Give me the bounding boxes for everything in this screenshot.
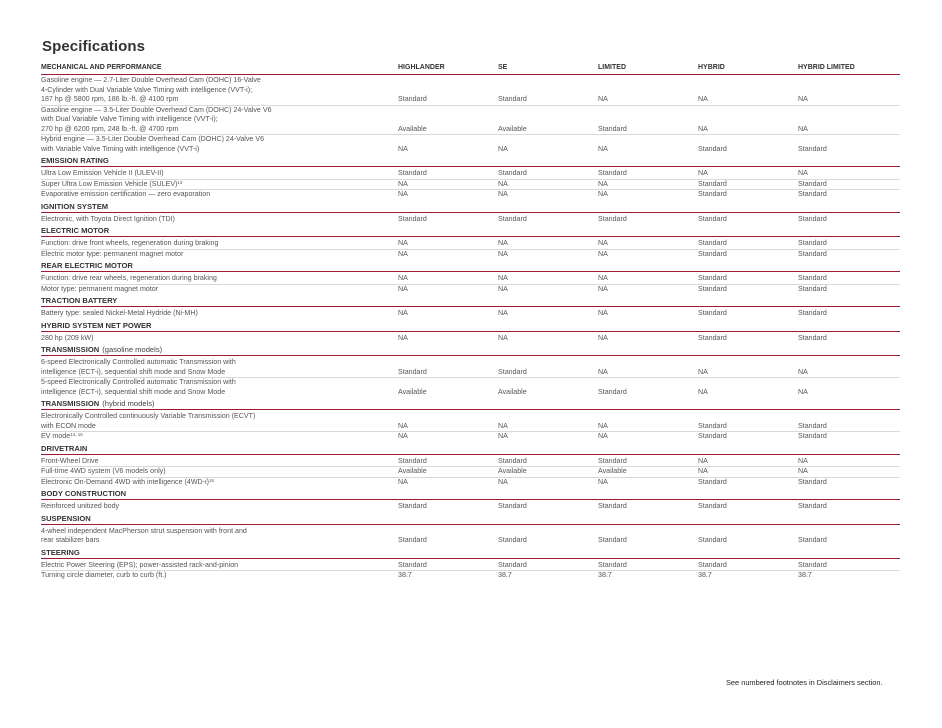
- value-cell: NA: [798, 456, 808, 465]
- value-cell: Standard: [698, 214, 727, 223]
- value-cell: Standard: [398, 560, 427, 569]
- table-row: [41, 190, 900, 200]
- value-cell: NA: [398, 144, 408, 153]
- table-row: [41, 180, 900, 191]
- value-cell: Standard: [398, 214, 427, 223]
- value-cell: Standard: [598, 214, 627, 223]
- table-row: [41, 358, 900, 378]
- feature-line: [41, 135, 398, 145]
- value-cell: NA: [498, 190, 508, 198]
- section-title: TRACTION BATTERY: [41, 296, 118, 305]
- value-cell: NA: [798, 124, 808, 133]
- feature-line: [41, 190, 398, 200]
- value-cell: NA: [598, 309, 608, 317]
- value-cell: Standard: [598, 502, 627, 510]
- value-cell: NA: [598, 144, 608, 153]
- feature-cell: [41, 285, 398, 295]
- feature-cell: [41, 169, 398, 179]
- feature-text: Ultra Low Emission Vehicle II (ULEV-II): [41, 169, 164, 177]
- table-row: [41, 135, 900, 154]
- feature-text: Gasoline engine — 3.5-Liter Double Overhead Cam (DOHC) 24-Valve V6: [41, 105, 272, 114]
- feature-text: Electric motor type: permanent magnet motor: [41, 249, 184, 258]
- column-header-se: SE: [498, 63, 508, 71]
- value-cell: Standard: [798, 432, 827, 440]
- feature-cell: [41, 106, 398, 135]
- value-cell: Available: [498, 387, 527, 396]
- value-cell: NA: [398, 309, 408, 317]
- feature-line: [41, 215, 398, 225]
- value-cell: Available: [398, 467, 427, 475]
- value-cell: NA: [598, 249, 608, 258]
- value-cell: Standard: [498, 367, 527, 376]
- feature-cell: [41, 180, 398, 190]
- footnote: See numbered footnotes in Disclaimers section.: [726, 678, 883, 687]
- spec-table: [41, 61, 900, 581]
- value-cell: NA: [498, 144, 508, 153]
- value-cell: NA: [398, 333, 408, 342]
- value-cell: Standard: [698, 309, 727, 317]
- feature-text: 5-speed Electronically Controlled automatic Transmission with: [41, 378, 236, 386]
- table-row: [41, 76, 900, 106]
- section-heading: [41, 259, 900, 272]
- value-cell: Standard: [698, 477, 727, 486]
- value-cell: Available: [398, 387, 427, 396]
- column-header-highlander: HIGHLANDER: [398, 63, 445, 71]
- section-title: TRANSMISSION: [41, 399, 100, 408]
- value-cell: Standard: [598, 536, 627, 544]
- value-cell: Standard: [698, 179, 727, 188]
- value-cell: NA: [698, 124, 708, 133]
- feature-cell: [41, 478, 398, 488]
- feature-text: Battery type: sealed Nickel-Metal Hydride (Ni-MH): [41, 309, 198, 317]
- feature-cell: [41, 467, 398, 477]
- feature-cell: [41, 250, 398, 260]
- value-cell: NA: [798, 169, 808, 177]
- value-cell: NA: [498, 333, 508, 342]
- feature-cell: [41, 76, 398, 105]
- value-cell: Standard: [498, 214, 527, 223]
- feature-line: [41, 527, 398, 537]
- value-cell: NA: [598, 333, 608, 342]
- value-cell: NA: [598, 239, 608, 247]
- feature-text: intelligence (ECT-i), sequential shift mode and Snow Mode: [41, 387, 226, 396]
- feature-text: Full-time 4WD system (V6 models only): [41, 467, 166, 475]
- table-row: [41, 309, 900, 319]
- feature-cell: [41, 215, 398, 225]
- table-row: [41, 502, 900, 512]
- value-cell: Available: [498, 467, 527, 475]
- value-cell: NA: [398, 284, 408, 293]
- section-title: IGNITION SYSTEM: [41, 201, 109, 211]
- section-heading: [41, 224, 900, 237]
- value-cell: NA: [498, 309, 508, 317]
- table-row: [41, 412, 900, 432]
- feature-line: [41, 145, 398, 155]
- feature-line: [41, 467, 398, 477]
- value-cell: Standard: [698, 536, 727, 544]
- value-cell: NA: [598, 367, 608, 376]
- value-cell: NA: [698, 456, 708, 465]
- feature-cell: [41, 309, 398, 319]
- value-cell: NA: [598, 421, 608, 430]
- feature-line: [41, 561, 398, 571]
- value-cell: Standard: [698, 432, 727, 440]
- feature-text: with Variable Valve Timing with intelligence (VVT-i): [41, 144, 200, 153]
- value-cell: NA: [598, 477, 608, 486]
- feature-cell: [41, 412, 398, 431]
- table-row: [41, 478, 900, 488]
- value-cell: Standard: [798, 284, 827, 293]
- value-cell: NA: [798, 367, 808, 376]
- column-header-feature: MECHANICAL AND PERFORMANCE: [41, 63, 162, 71]
- value-cell: NA: [598, 179, 608, 188]
- value-cell: NA: [498, 421, 508, 430]
- feature-line: [41, 502, 398, 512]
- feature-text: 270 hp @ 6200 rpm, 248 lb.-ft. @ 4700 rpm: [41, 124, 179, 133]
- table-row: [41, 561, 900, 572]
- value-cell: Standard: [698, 421, 727, 430]
- value-cell: NA: [398, 239, 408, 247]
- value-cell: NA: [698, 387, 708, 396]
- feature-text: Front-Wheel Drive: [41, 456, 99, 465]
- value-cell: Standard: [598, 560, 627, 569]
- value-cell: Available: [398, 124, 427, 133]
- feature-text: 4-wheel independent MacPherson strut suspension with front and: [41, 526, 247, 535]
- value-cell: Standard: [798, 179, 827, 188]
- value-cell: Standard: [398, 536, 427, 544]
- table-row: [41, 285, 900, 295]
- feature-text: Evaporative emission certification — zero evaporation: [41, 190, 211, 198]
- table-row: [41, 215, 900, 225]
- value-cell: Standard: [798, 239, 827, 247]
- value-cell: 38.7: [798, 571, 812, 579]
- feature-text: 187 hp @ 5800 rpm, 186 lb.-ft. @ 4100 rpm: [41, 95, 179, 103]
- value-cell: 38.7: [398, 571, 412, 579]
- value-cell: Standard: [698, 274, 727, 282]
- feature-line: [41, 412, 398, 422]
- feature-text: Turning circle diameter, curb to curb (ft.): [41, 571, 167, 579]
- feature-text: 280 hp (209 kW): [41, 333, 94, 342]
- value-cell: Standard: [698, 560, 727, 569]
- section-title: SUSPENSION: [41, 513, 91, 523]
- value-cell: NA: [598, 274, 608, 282]
- value-cell: Standard: [498, 456, 527, 465]
- feature-text: EV mode: [41, 432, 71, 440]
- value-cell: NA: [498, 239, 508, 247]
- table-row: [41, 527, 900, 546]
- footnote-ref: 16: [208, 477, 214, 483]
- value-cell: Standard: [698, 502, 727, 510]
- feature-line: [41, 422, 398, 432]
- value-cell: NA: [498, 179, 508, 188]
- value-cell: Standard: [798, 333, 827, 342]
- value-cell: NA: [598, 95, 608, 103]
- section-heading: [41, 154, 900, 167]
- value-cell: Standard: [598, 387, 627, 396]
- feature-line: [41, 180, 398, 190]
- value-cell: NA: [398, 432, 408, 440]
- value-cell: Standard: [598, 169, 627, 177]
- feature-cell: [41, 527, 398, 546]
- section-heading: [41, 512, 900, 525]
- value-cell: Standard: [698, 239, 727, 247]
- feature-line: [41, 457, 398, 467]
- value-cell: NA: [398, 477, 408, 486]
- feature-line: [41, 432, 398, 442]
- value-cell: Available: [498, 124, 527, 133]
- value-cell: Standard: [798, 421, 827, 430]
- feature-line: [41, 309, 398, 319]
- value-cell: Standard: [798, 477, 827, 486]
- feature-text: Super Ultra Low Emission Vehicle (SULEV): [41, 179, 178, 188]
- value-cell: NA: [398, 274, 408, 282]
- value-cell: Standard: [798, 560, 827, 569]
- value-cell: NA: [598, 432, 608, 440]
- value-cell: NA: [498, 432, 508, 440]
- section-title: BODY CONSTRUCTION: [41, 489, 127, 498]
- value-cell: NA: [698, 367, 708, 376]
- feature-line: [41, 125, 398, 135]
- feature-line: [41, 106, 398, 116]
- value-cell: Standard: [498, 169, 527, 177]
- table-row: [41, 378, 900, 397]
- value-cell: Standard: [698, 144, 727, 153]
- feature-text: Gasoline engine — 2.7-Liter Double Overhead Cam (DOHC) 16-Valve: [41, 76, 261, 84]
- value-cell: NA: [398, 421, 408, 430]
- feature-text: 4-Cylinder with Dual Variable Valve Timing with intelligence (VVT-i);: [41, 85, 253, 94]
- feature-cell: [41, 135, 398, 154]
- section-heading: [41, 397, 900, 410]
- feature-text: with ECON mode: [41, 421, 96, 430]
- feature-text: Electronically Controlled continuously Variable Transmission (ECVT): [41, 412, 256, 420]
- section-title: HYBRID SYSTEM NET POWER: [41, 320, 152, 330]
- feature-text: Electronic On-Demand 4WD with intelligence (4WD-i): [41, 477, 209, 486]
- table-row: [41, 457, 900, 468]
- feature-cell: [41, 457, 398, 467]
- value-cell: NA: [598, 284, 608, 293]
- value-cell: 38.7: [698, 571, 712, 579]
- feature-cell: [41, 334, 398, 344]
- value-cell: Standard: [798, 144, 827, 153]
- section-title: REAR ELECTRIC MOTOR: [41, 261, 133, 270]
- value-cell: NA: [498, 274, 508, 282]
- feature-text: Electric Power Steering (EPS); power-assisted rack-and-pinion: [41, 560, 239, 569]
- feature-text: rear stabilizer bars: [41, 536, 100, 544]
- feature-text: Function: drive rear wheels, regeneration during braking: [41, 274, 217, 282]
- feature-text: Function: drive front wheels, regeneration during braking: [41, 239, 219, 247]
- section-heading: [41, 319, 900, 332]
- feature-line: [41, 95, 398, 105]
- section-heading: [41, 343, 900, 356]
- feature-line: [41, 169, 398, 179]
- value-cell: NA: [798, 95, 808, 103]
- feature-line: [41, 76, 398, 86]
- value-cell: Standard: [498, 502, 527, 510]
- feature-line: [41, 536, 398, 546]
- value-cell: NA: [598, 190, 608, 198]
- feature-line: [41, 115, 398, 125]
- column-header-limited: LIMITED: [598, 63, 626, 71]
- feature-line: [41, 388, 398, 398]
- section-heading: [41, 442, 900, 455]
- table-row: [41, 274, 900, 285]
- feature-text: intelligence (ECT-i), sequential shift mode and Snow Mode: [41, 367, 226, 376]
- value-cell: Standard: [398, 367, 427, 376]
- value-cell: Standard: [798, 536, 827, 544]
- feature-line: [41, 86, 398, 96]
- feature-cell: [41, 561, 398, 571]
- value-cell: NA: [498, 284, 508, 293]
- footnote-ref: 14, 15: [70, 432, 83, 437]
- table-row: [41, 250, 900, 260]
- feature-cell: [41, 378, 398, 397]
- feature-cell: [41, 432, 398, 442]
- value-cell: NA: [398, 249, 408, 258]
- value-cell: Standard: [798, 309, 827, 317]
- feature-line: [41, 250, 398, 260]
- feature-cell: [41, 358, 398, 377]
- value-cell: Available: [598, 467, 627, 475]
- value-cell: Standard: [698, 249, 727, 258]
- section-title: ELECTRIC MOTOR: [41, 226, 110, 235]
- feature-cell: [41, 239, 398, 249]
- table-header: [41, 61, 900, 75]
- value-cell: NA: [498, 249, 508, 258]
- feature-line: [41, 571, 398, 581]
- value-cell: NA: [798, 467, 808, 475]
- value-cell: Standard: [398, 169, 427, 177]
- value-cell: NA: [498, 477, 508, 486]
- value-cell: Standard: [698, 333, 727, 342]
- section-note: (hybrid models): [102, 399, 155, 408]
- spec-sections: [41, 76, 900, 581]
- value-cell: Standard: [798, 502, 827, 510]
- feature-line: [41, 478, 398, 488]
- section-note: (gasoline models): [102, 345, 163, 354]
- value-cell: Standard: [698, 284, 727, 293]
- value-cell: Standard: [798, 274, 827, 282]
- column-header-hybrid: HYBRID: [698, 63, 725, 71]
- value-cell: Standard: [398, 95, 427, 103]
- page-title: Specifications: [42, 38, 146, 55]
- value-cell: Standard: [598, 456, 627, 465]
- table-row: [41, 239, 900, 250]
- table-row: [41, 467, 900, 478]
- section-title: EMISSION RATING: [41, 156, 109, 165]
- feature-text: Motor type: permanent magnet motor: [41, 284, 159, 293]
- feature-text: with Dual Variable Valve Timing with intelligence (VVT-i);: [41, 115, 218, 123]
- value-cell: NA: [798, 387, 808, 396]
- value-cell: Standard: [598, 124, 627, 133]
- feature-line: [41, 239, 398, 249]
- value-cell: Standard: [498, 95, 527, 103]
- table-row: [41, 571, 900, 581]
- table-row: [41, 334, 900, 344]
- value-cell: NA: [698, 95, 708, 103]
- value-cell: Standard: [798, 190, 827, 198]
- feature-line: [41, 378, 398, 388]
- section-title: STEERING: [41, 547, 80, 557]
- feature-line: [41, 334, 398, 344]
- table-row: [41, 169, 900, 180]
- feature-line: [41, 274, 398, 284]
- value-cell: 38.7: [598, 571, 612, 579]
- feature-cell: [41, 190, 398, 200]
- value-cell: NA: [698, 169, 708, 177]
- value-cell: NA: [698, 467, 708, 475]
- value-cell: Standard: [798, 249, 827, 258]
- section-heading: [41, 487, 900, 500]
- value-cell: Standard: [398, 456, 427, 465]
- feature-line: [41, 358, 398, 368]
- feature-text: Hybrid engine — 3.5-Liter Double Overhead Cam (DOHC) 24-Valve V6: [41, 135, 265, 143]
- feature-line: [41, 285, 398, 295]
- value-cell: Standard: [698, 190, 727, 198]
- value-cell: Standard: [398, 502, 427, 510]
- table-row: [41, 106, 900, 136]
- feature-text: Reinforced unitized body: [41, 502, 120, 510]
- feature-cell: [41, 502, 398, 512]
- value-cell: Standard: [498, 560, 527, 569]
- feature-cell: [41, 571, 398, 581]
- section-heading: [41, 200, 900, 213]
- feature-text: Electronic, with Toyota Direct Ignition (TDI): [41, 214, 175, 223]
- table-row: [41, 432, 900, 442]
- feature-cell: [41, 274, 398, 284]
- feature-line: [41, 368, 398, 378]
- section-heading: [41, 294, 900, 307]
- section-heading: [41, 546, 900, 559]
- value-cell: 38.7: [498, 571, 512, 579]
- feature-text: 6-speed Electronically Controlled automatic Transmission with: [41, 358, 236, 366]
- section-title: TRANSMISSION: [41, 345, 100, 354]
- section-title: DRIVETRAIN: [41, 443, 88, 453]
- value-cell: Standard: [498, 536, 527, 544]
- column-header-hybrid-limited: HYBRID LIMITED: [798, 63, 855, 71]
- value-cell: Standard: [798, 214, 827, 223]
- value-cell: NA: [398, 190, 408, 198]
- footnote-ref: 13: [177, 179, 183, 185]
- value-cell: NA: [398, 179, 408, 188]
